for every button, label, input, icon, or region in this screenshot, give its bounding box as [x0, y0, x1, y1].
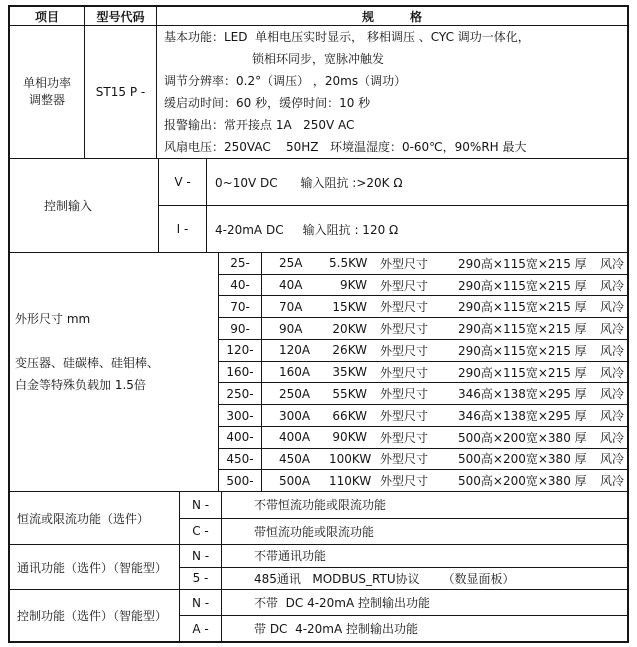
spec-cell — [262, 405, 627, 426]
dim-label: 外型尺寸 — [380, 322, 429, 337]
header-model-code: 型号代码 — [85, 7, 157, 25]
size-value: 500高×200宽×380 厚 — [458, 452, 587, 467]
kw-value: 100KW — [329, 451, 372, 466]
cooling-label: 风冷 — [600, 322, 625, 337]
code-cell: 90- — [219, 318, 262, 339]
spec-resolution: 调节分辨率：0.2°（调压） ，20ms（调功） — [164, 74, 407, 88]
table-row — [219, 383, 627, 405]
current-limit-rows — [180, 492, 627, 544]
size-value: 290高×115宽×215 厚 — [458, 256, 587, 271]
code-cell: I - — [159, 206, 207, 252]
spec-cell: 带 DC 4-20mA 控制输出功能 — [254, 622, 419, 636]
spec-fan-voltage: 风扇电压：250VAC 50HZ 环境温湿度：0-60℃，90%RH 最大 — [164, 140, 527, 154]
section-power-regulator — [10, 26, 627, 159]
kw-value: 35KW — [332, 365, 367, 380]
table-row — [180, 492, 627, 519]
table-row — [219, 427, 627, 449]
spec-cell — [262, 318, 627, 339]
table-row — [219, 470, 627, 491]
code-cell: N - — [180, 492, 222, 518]
cooling-label: 风冷 — [600, 474, 625, 489]
size-value: 290高×115宽×215 厚 — [458, 300, 587, 315]
table-row — [219, 253, 627, 275]
cooling-label: 风冷 — [600, 256, 625, 271]
code-cell: N - — [180, 545, 222, 567]
spec-cell — [262, 383, 627, 404]
dim-label: 外型尺寸 — [380, 387, 429, 402]
size-value: 290高×115宽×215 厚 — [458, 365, 587, 380]
spec-cell — [262, 253, 627, 274]
code-cell: A - — [180, 616, 222, 641]
size-value: 500高×200宽×380 厚 — [458, 430, 587, 445]
table-row — [159, 206, 627, 252]
kw-value: 15KW — [332, 299, 367, 314]
spec-cell — [262, 449, 627, 470]
spec-cell — [262, 275, 627, 296]
code-cell: 450- — [219, 449, 262, 470]
spec-cell: 带恒流功能或限流功能 — [254, 524, 375, 539]
communication-label: 通讯功能（选件）（智能型） — [10, 545, 180, 589]
table-row — [180, 568, 627, 590]
kw-value: 90KW — [332, 430, 367, 445]
cooling-label: 风冷 — [600, 343, 625, 358]
cooling-label: 风冷 — [600, 430, 625, 445]
kw-value: 66KW — [332, 408, 367, 423]
code-cell: 500- — [219, 470, 262, 491]
table-row — [159, 159, 627, 206]
dim-label: 外型尺寸 — [380, 343, 429, 358]
control-output-label: 控制功能（选件）（智能型） — [10, 590, 180, 641]
code-cell: 160- — [219, 362, 262, 383]
table-row — [219, 449, 627, 471]
spec-cell — [262, 362, 627, 383]
spec-alarm-output: 报警输出：常开接点 1A 250V AC — [164, 118, 355, 132]
table-row — [219, 318, 627, 340]
section-dimensions — [10, 253, 627, 492]
size-value: 290高×115宽×215 厚 — [458, 278, 587, 293]
table-row — [219, 296, 627, 318]
spec-cell: 不带 DC 4-20mA 控制输出功能 — [254, 596, 431, 610]
code-cell: 400- — [219, 427, 262, 448]
spec-cell — [262, 427, 627, 448]
kw-value: 55KW — [332, 386, 367, 401]
code-cell: 25- — [219, 253, 262, 274]
amp-value: 25A — [279, 256, 303, 271]
size-value: 290高×115宽×215 厚 — [458, 343, 587, 358]
header-item: 项目 — [10, 7, 85, 25]
header-row — [10, 7, 627, 26]
section-communication — [10, 545, 627, 590]
code-cell: 120- — [219, 340, 262, 361]
size-value: 346高×138宽×295 厚 — [458, 387, 587, 402]
size-value: 346高×138宽×295 厚 — [458, 409, 587, 423]
amp-value: 400A — [279, 430, 311, 445]
amp-value: 120A — [279, 343, 311, 358]
table-row — [219, 405, 627, 427]
dim-label: 外型尺寸 — [380, 430, 429, 445]
control-input-label: 控制输入 — [10, 159, 159, 252]
code-cell: 40- — [219, 275, 262, 296]
cooling-label: 风冷 — [600, 409, 625, 423]
dim-label: 外型尺寸 — [380, 365, 429, 380]
section-current-limit — [10, 492, 627, 545]
section-control-input — [10, 159, 627, 253]
spec-cell — [262, 340, 627, 361]
item-name — [10, 26, 85, 158]
spec-cell: 4-20mA DC 输入阻抗 : 120 Ω — [215, 222, 399, 237]
amp-value: 160A — [279, 365, 311, 380]
dim-label: 外型尺寸 — [380, 474, 429, 489]
kw-value: 26KW — [332, 343, 367, 358]
section-control-output — [10, 590, 627, 641]
size-value: 500高×200宽×380 厚 — [458, 474, 587, 489]
code-cell: V - — [159, 159, 207, 205]
dim-label: 外型尺寸 — [380, 409, 429, 423]
spec-table — [8, 5, 629, 643]
amp-value: 90A — [279, 321, 303, 336]
spec-cell: 485通讯 MODBUS_RTU协议 （数显面板） — [254, 571, 515, 586]
dim-label: 外型尺寸 — [380, 278, 429, 293]
dimensions-label — [10, 253, 219, 491]
dimensions-rows — [219, 253, 627, 491]
spec-basic-function-cont: 锁相环同步，宽脉冲触发 — [252, 52, 385, 66]
table-row — [219, 275, 627, 297]
code-cell: 5 - — [180, 568, 222, 590]
spec-cell: 不带恒流功能或限流功能 — [254, 498, 387, 513]
table-row — [219, 362, 627, 384]
code-cell: 300- — [219, 405, 262, 426]
code-cell: N - — [180, 590, 222, 615]
dimensions-note-line2: 白金等特殊负载加 1.5倍 — [15, 378, 146, 392]
model-code: ST15 P - — [85, 26, 157, 158]
spec-cell — [262, 296, 627, 317]
spec-cell: 0~10V DC 输入阻抗 :>20K Ω — [215, 175, 403, 190]
item-name-line1: 单相功率 — [22, 76, 71, 90]
dimensions-note-line1: 变压器、硅碳棒、硅钼棒、 — [15, 356, 160, 370]
dimensions-title: 外形尺寸 mm — [15, 312, 91, 326]
item-name-line2: 调整器 — [28, 93, 65, 107]
communication-rows — [180, 545, 627, 589]
cooling-label: 风冷 — [600, 365, 625, 380]
code-cell: C - — [180, 519, 222, 545]
amp-value: 250A — [279, 386, 311, 401]
table-row — [219, 340, 627, 362]
spec-cell — [262, 470, 627, 491]
dim-label: 外型尺寸 — [380, 300, 429, 315]
amp-value: 40A — [279, 278, 303, 293]
code-cell: 70- — [219, 296, 262, 317]
current-limit-label: 恒流或限流功能（选件） — [10, 492, 180, 544]
cooling-label: 风冷 — [600, 452, 625, 467]
kw-value: 5.5KW — [329, 256, 368, 271]
table-row — [180, 545, 627, 568]
spec-soft-start: 缓启动时间：60 秒，缓停时间：10 秒 — [164, 96, 371, 110]
table-row — [180, 616, 627, 641]
dim-label: 外型尺寸 — [380, 256, 429, 271]
amp-value: 300A — [279, 408, 311, 423]
spec-cell: 不带通讯功能 — [254, 549, 327, 564]
spec-basic-function: 基本功能：LED 单相电压实时显示， 移相调压 、CYC 调功一体化， — [164, 30, 530, 44]
spec-text-block — [157, 26, 627, 158]
table-row — [180, 519, 627, 545]
dim-label: 外型尺寸 — [380, 452, 429, 467]
cooling-label: 风冷 — [600, 278, 625, 293]
table-row — [180, 590, 627, 616]
kw-value: 9KW — [340, 278, 367, 293]
amp-value: 70A — [279, 299, 303, 314]
control-input-rows — [159, 159, 627, 252]
size-value: 290高×115宽×215 厚 — [458, 322, 587, 337]
kw-value: 20KW — [332, 321, 367, 336]
cooling-label: 风冷 — [600, 300, 625, 315]
kw-value: 110KW — [329, 473, 372, 488]
code-cell: 250- — [219, 383, 262, 404]
header-spec: 规 格 — [361, 9, 422, 24]
amp-value: 450A — [279, 451, 311, 466]
cooling-label: 风冷 — [600, 387, 625, 402]
control-output-rows — [180, 590, 627, 641]
amp-value: 500A — [279, 473, 311, 488]
